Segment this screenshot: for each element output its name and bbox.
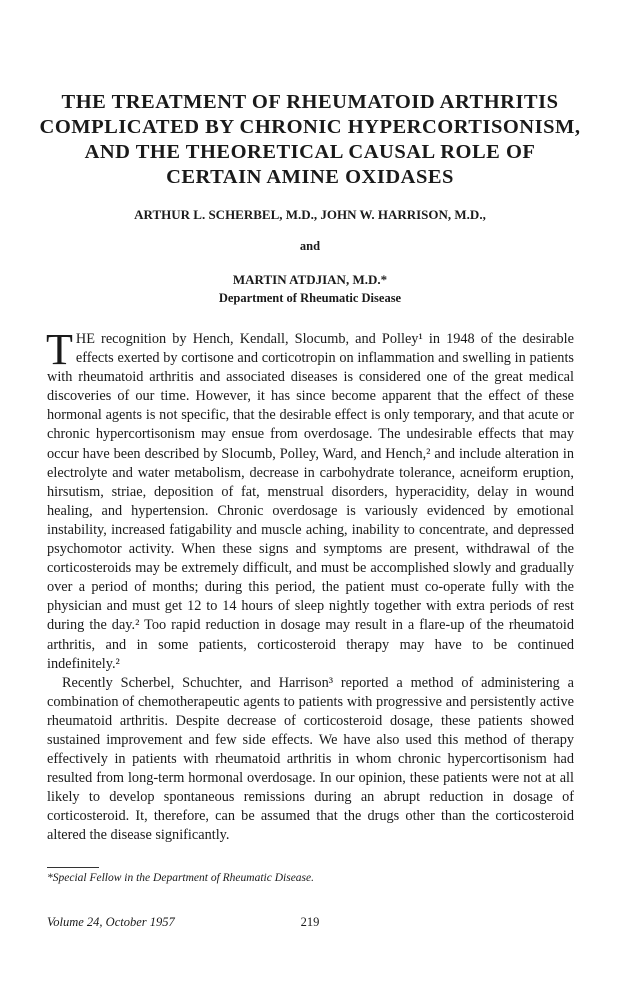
title-line-1: THE TREATMENT OF RHEUMATOID ARTHRITIS xyxy=(61,91,559,113)
drop-cap: T xyxy=(46,325,73,374)
title-line-2: COMPLICATED BY CHRONIC HYPERCORTISONISM, xyxy=(39,116,581,138)
paragraph-1 xyxy=(46,325,574,674)
footnote: *Special Fellow in the Department of Rheumatic Disease. xyxy=(47,872,314,884)
paragraph-1-text: HE recognition by Hench, Kendall, Slocumb, and Polley¹ in 1948 of the desirable effects exerted by cortisone and corticotropin on inflammation and swelling in patients with rheumatoid arthritis and associated diseases is considered one of the great medical discoveries of our time. However, it has since become apparent that the effect of these hormonal agents is not specific, that the desirable effect is only temporary, and that acute or chronic hypercortisonism may ensue from overdosage. The undesirable effects that may occur have been described by Slocumb, Polley, Ward, and Hench,² and include alteration in electrolyte and water metabolism, decrease in carbohydrate tolerance, acneiform eruption, hirsutism, striae, deposition of fat, menstrual disorders, hyperacidity, delay in wound healing, and hypertension. Chronic overdosage is variously evidenced by emotional instability, increased fatigability and muscle aching, inability to concentrate, and depressed psychomotor activity. When these signs and symptoms are present, withdrawal of the corticosteroids may be extremely difficult, and must be accomplished slowly and gradually over a period of months; during this period, the patient must co-operate fully with the physician and must get 12 to 14 hours of sleep nightly together with extra periods of rest during the day.² Too rapid reduction in dosage may result in a flare-up of the rheumatoid arthritis, and in some patients, corticosteroid therapy may have to be continued indefinitely.² xyxy=(47,331,574,672)
author-line: ARTHUR L. SCHERBEL, M.D., JOHN W. HARRISON, M.D., xyxy=(134,207,486,222)
volume-info: Volume 24, October 1957 xyxy=(47,915,175,929)
author-conjunction: and xyxy=(299,239,321,253)
page-number: 219 xyxy=(300,915,320,929)
department: Department of Rheumatic Disease xyxy=(218,291,402,305)
third-author: MARTIN ATDJIAN, M.D.* xyxy=(232,272,388,287)
footnote-divider xyxy=(47,867,99,868)
paragraph-2: Recently Scherbel, Schuchter, and Harrison³ reported a method of administering a combination of chemotherapeutic agents to patients with progressive and persistently active rheumatoid arthritis. Despite decrease of corticosteroid dosage, these patients showed sustained improvement and few side effects. We have also used this method of therapy effectively in patients with rheumatoid arthritis in whom chronic hypercortisonism had resulted from long-term hormonal overdosage. In our opinion, these patients were not at all likely to develop spontaneous remissions during an abrupt reduction in dosage of corticosteroid. It, therefore, can be assumed that the drugs other than the corticosteroid altered the disease significantly. xyxy=(47,674,574,844)
article-title xyxy=(30,90,590,190)
article-body xyxy=(46,325,574,846)
title-line-3: AND THE THEORETICAL CAUSAL ROLE OF xyxy=(84,141,536,163)
title-line-4: CERTAIN AMINE OXIDASES xyxy=(166,166,454,188)
